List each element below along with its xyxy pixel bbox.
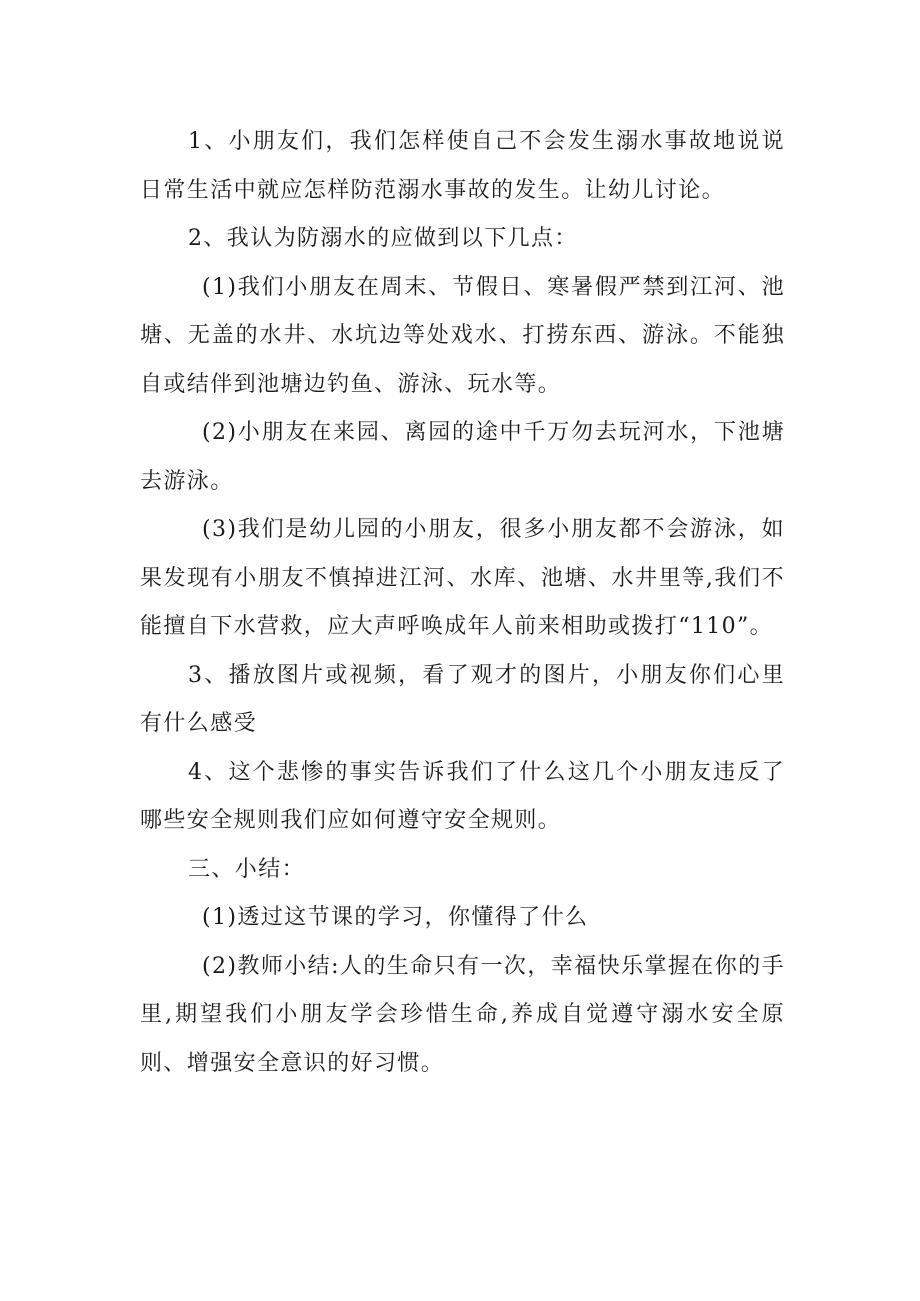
paragraph-safety-rules: 4、这个悲惨的事实告诉我们了什么这几个小朋友违反了哪些安全规则我们应如何遵守安全规则。 <box>140 759 785 833</box>
paragraph-rule-3: (3)我们是幼儿园的小朋友，很多小朋友都不会游泳，如果发现有小朋友不慎掉进江河、水库、池塘、水井里等,我们不能擅自下水营救，应大声呼唤成年人前来相助或拨打“110”。 <box>140 517 785 639</box>
paragraph-show-pictures: 3、播放图片或视频，看了观才的图片，小朋友你们心里有什么感受 <box>140 662 785 736</box>
paragraph-summary-1: (1)透过这节课的学习，你懂得了什么 <box>202 905 589 930</box>
paragraph-discussion-question: 1、小朋友们，我们怎样使自己不会发生溺水事故地说说日常生活中就应怎样防范溺水事故的发生。让幼儿讨论。 <box>140 129 785 203</box>
paragraph-rule-2: (2)小朋友在来园、离园的途中千万勿去玩河水，下池塘去游泳。 <box>140 420 785 494</box>
document-body <box>140 118 785 1088</box>
paragraph-rule-1: (1)我们小朋友在周末、节假日、寒暑假严禁到江河、池塘、无盖的水井、水坑边等处戏水、打捞东西、游泳。不能独自或结伴到池塘边钓鱼、游泳、玩水等。 <box>140 274 785 397</box>
section-heading-summary: 三、小结： <box>188 856 306 882</box>
paragraph-summary-2: (2)教师小结:人的生命只有一次，幸福快乐掌握在你的手里,期望我们小朋友学会珍惜生命,养成自觉遵守溺水安全原则、增强安全意识的好习惯。 <box>140 953 785 1076</box>
paragraph-prevention-intro: 2、我认为防溺水的应做到以下几点： <box>188 226 578 251</box>
